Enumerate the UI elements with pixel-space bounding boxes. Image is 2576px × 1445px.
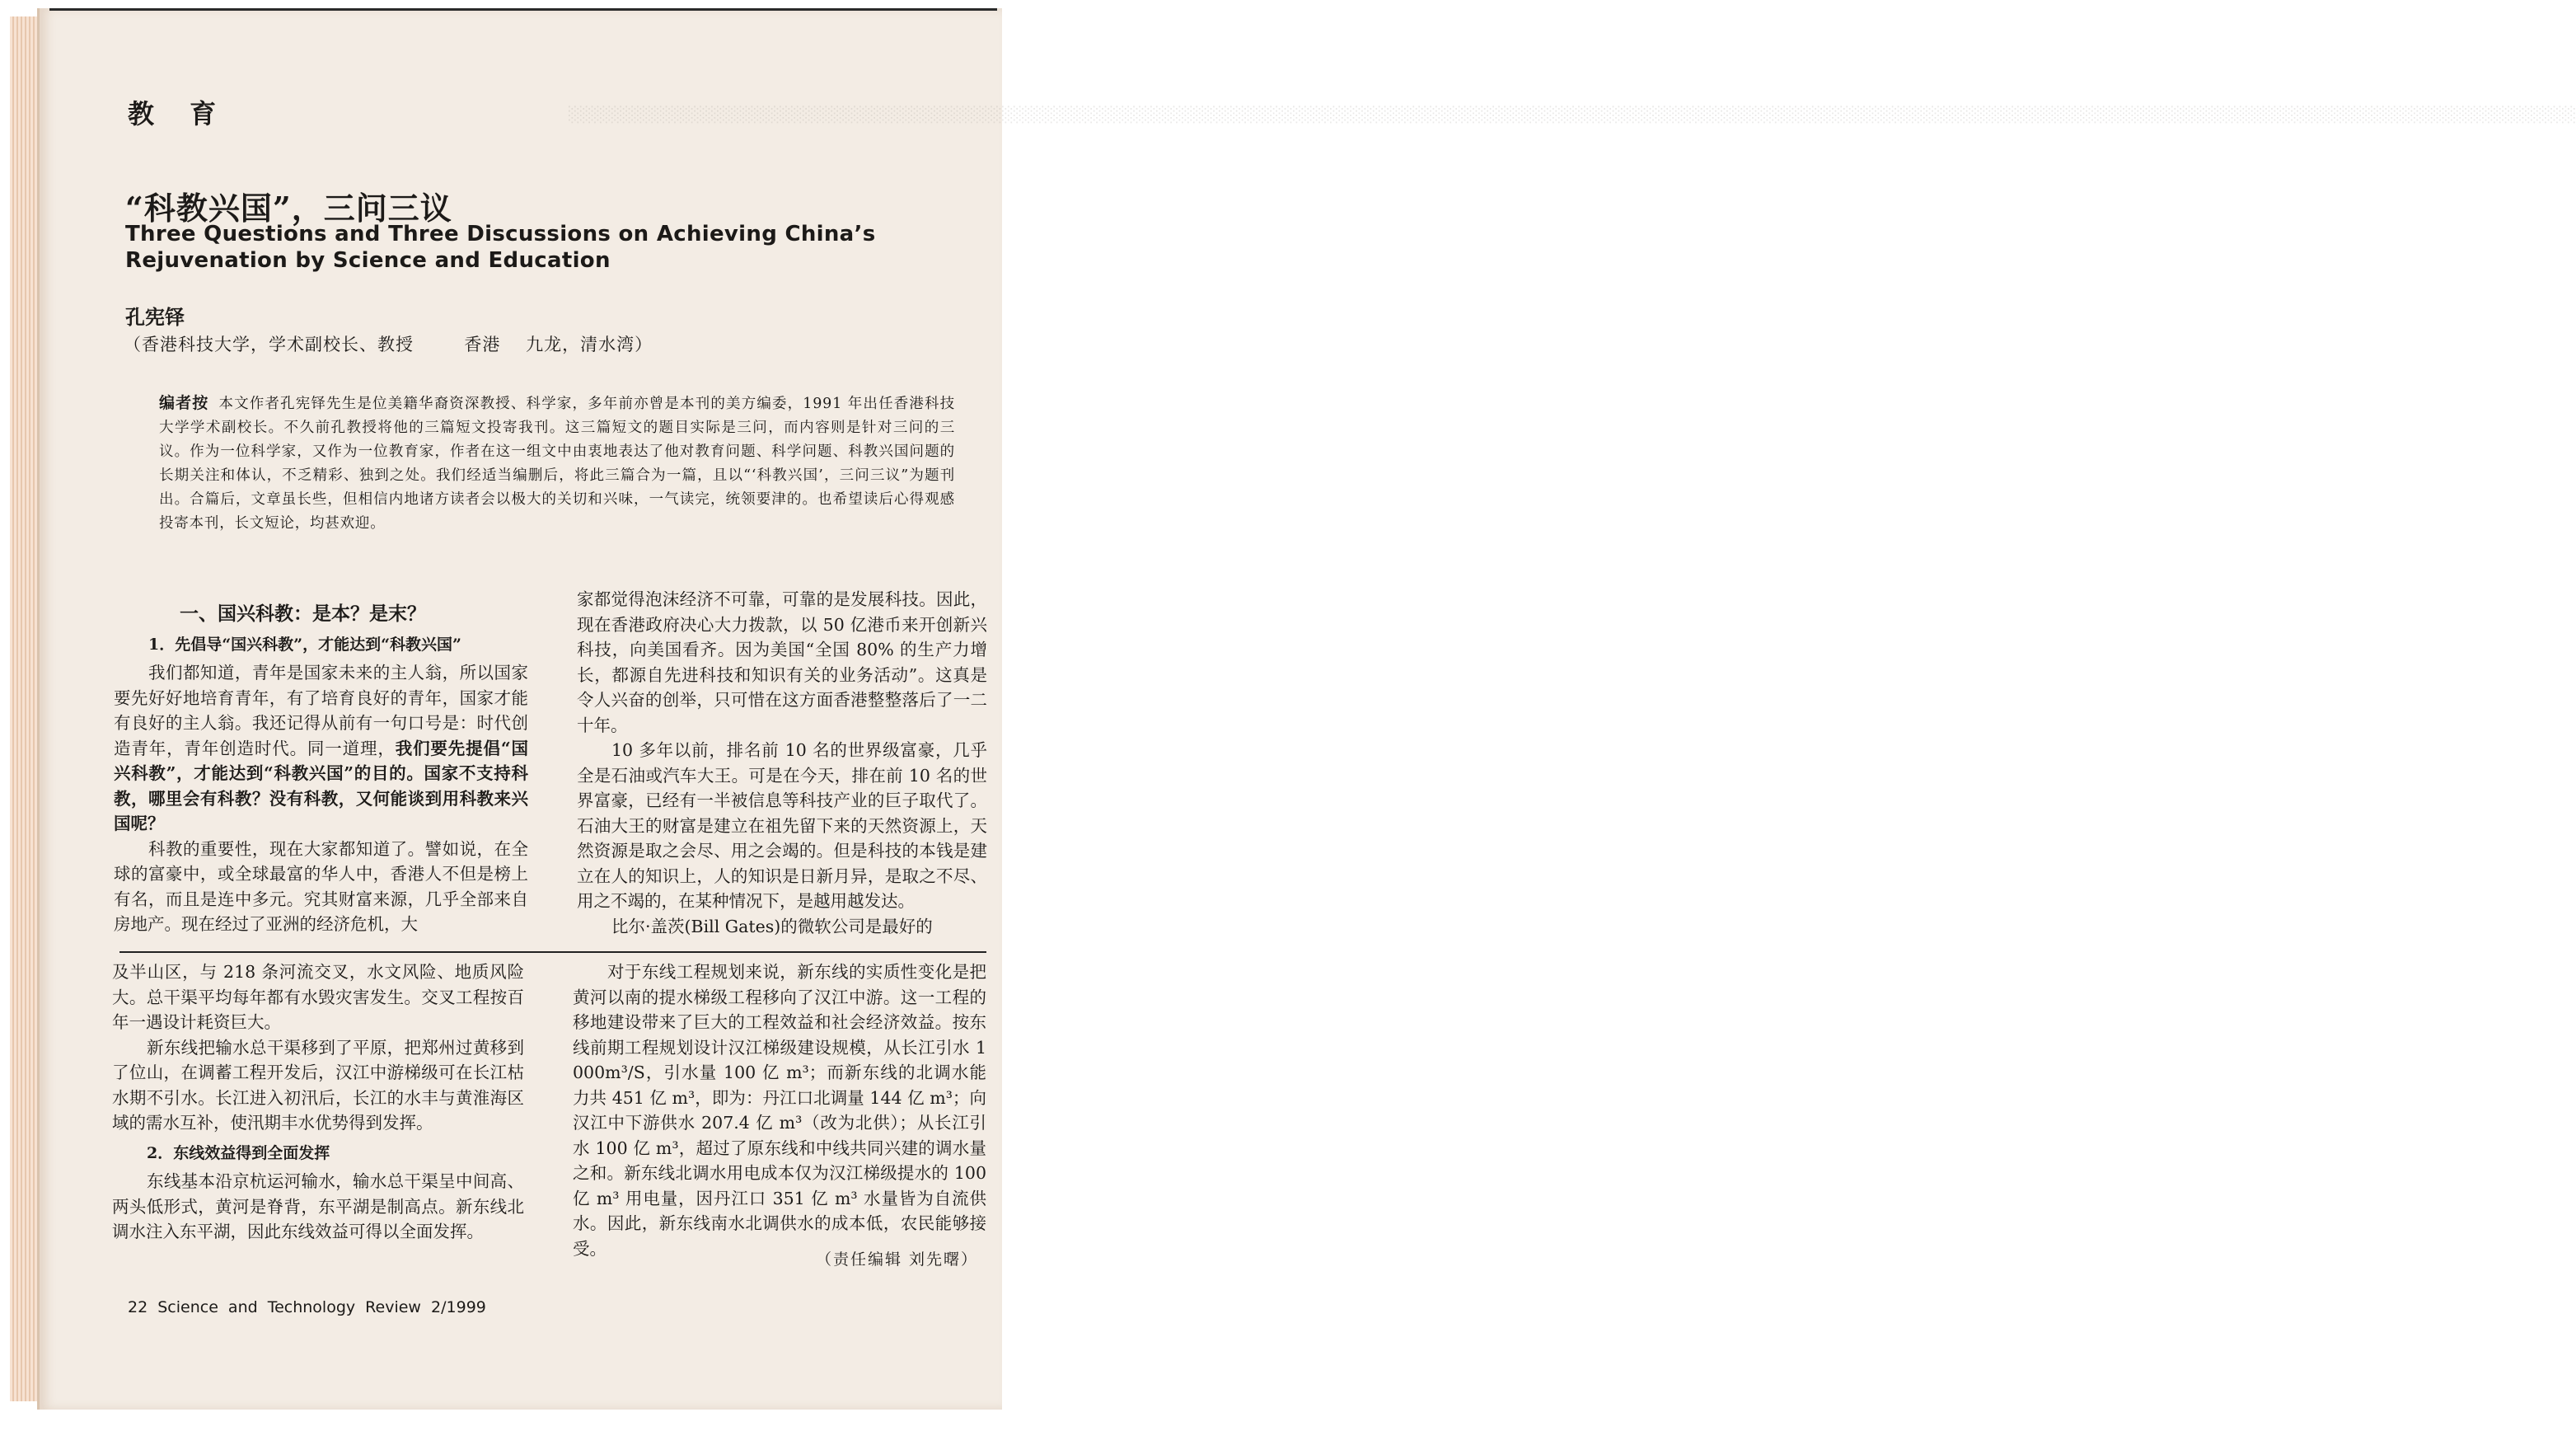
paragraph: 东线基本沿京杭运河输水，输水总干渠呈中间高、两头低形式，黄河是脊背，东平湖是制高点。新东线北调水注入东平湖，因此东线效益可得以全面发挥。 [112, 1171, 524, 1241]
paragraph: 新东线把输水总干渠移到了平原，把郑州过黄移到了位山，在调蓄工程开发后，汉江中游梯级可在长江枯水期不引水。长江进入初汛后，长江的水丰与黄淮海区域的需水互补，使汛期丰水优势得到发挥。 [112, 1037, 524, 1133]
article-title: “科教兴国”，三问三议 [125, 190, 452, 227]
responsible-editor: （责任编辑 刘先曙） [816, 1250, 979, 1269]
paragraph: 及半山区，与 218 条河流交叉，水文风险、地质风险大。总干渠平均每年都有水毁灾害发生。交叉工程按百年一遇设计耗资巨大。 [112, 962, 524, 1032]
paragraph: 10 多年以前，排名前 10 名的世界级富豪，几乎全是石油或汽车大王。可是在今天，排在前 10 名的世界富豪，已经有一半被信息等科技产业的巨子取代了。石油大王的财富是建立在祖先留下来的天然资源上，天然资源是取之会尽、用之会竭的。但是科技的本钱是建立在人的知识上，人的知识是日新月异，是取之不尽、用之不竭的，在某种情况下，是越用越发达。 [577, 740, 987, 911]
article-divider [119, 951, 986, 953]
author-name: 孔宪铎 [125, 305, 185, 329]
issue-number: 2/1999 [431, 1298, 486, 1316]
english-title: Three Questions and Three Discussions on Achieving China’s Rejuvenation by Science and Education [125, 222, 876, 273]
left-column [114, 602, 528, 937]
section-heading: 一、国兴科教：是本？是末？ [180, 603, 426, 625]
right-column [577, 587, 987, 939]
show-through-text: ░░░░░░░░░░░░░░░░░░░░░░░░░░░░░░░░░░░░░░░░░░░░░░░░░░░░░░░░░░░░░░░░░░░░░░░░░░░░░░░░░░░░░░░░░░░░░░░░░░░░░░░░░░░░░░░░░░░░░░░░░░░░░░░░░░░░░░░░░░░░░░░░░░░░░░░░░░░░░░░░░░░░░░░░░░░░░░░░ [569, 106, 2576, 124]
paragraph: 家都觉得泡沫经济不可靠，可靠的是发展科技。因此，现在香港政府决心大力拨款，以 50 亿港币来开创新兴科技，向美国看齐。因为美国“全国 80% 的生产力增长，都源自先进科技和知识有关的业务活动”。这真是令人兴奋的创举，只可惜在这方面香港整整落后了一二十年。 [577, 589, 987, 735]
paragraph-text: 我们都知道，青年是国家未来的主人翁，所以国家要先好好地培育青年，有了培育良好的青年，国家才能有良好的主人翁。我还记得从前有一句口号是：时代创造青年，青年创造时代。同一道理， [114, 663, 528, 758]
paragraph: 科教的重要性，现在大家都知道了。譬如说，在全球的富豪中，或全球最富的华人中，香港人不但是榜上有名，而且是连中多元。究其财富来源，几乎全部来自房地产。现在经过了亚洲的经济危机，大 [114, 838, 528, 934]
journal-name: Science and Technology Review [157, 1298, 421, 1316]
subheading-1: 1．先倡导“国兴科教”，才能达到“科教兴国” [148, 635, 461, 654]
page-footer [128, 1298, 486, 1316]
paragraph [114, 660, 528, 837]
lower-left-column [112, 959, 524, 1245]
section-label: 教 育 [128, 98, 230, 129]
paragraph: 对于东线工程规划来说，新东线的实质性变化是把黄河以南的提水梯级工程移向了汉江中游。这一工程的移地建设带来了巨大的工程效益和社会经济效益。按东线前期工程规划设计汉江梯级建设规模，从长江引水 1 000m³/S，引水量 100 亿 m³；而新东线的北调水能力共 451 亿 m³，即为：丹江口北调量 144 亿 m³；向汉江中下游供水 207.4 亿 m³（改为北供）；从长江引水 100 亿 m³，超过了原东线和中线共同兴建的调水量之和。新东线北调水用电成本仅为汉江梯级提水的 100 亿 m³ 用电量，因丹江口 351 亿 m³ 水量皆为自流供水。因此，新东线南水北调供水的成本低，农民能够接受。 [573, 962, 986, 1259]
editor-note [159, 392, 955, 536]
editor-note-label: 编者按 [159, 394, 209, 412]
subheading-2: 2．东线效益得到全面发挥 [147, 1143, 330, 1162]
page-number: 22 [128, 1298, 148, 1316]
author-affiliation: （香港科技大学，学术副校长、教授 香港 九龙，清水湾） [124, 335, 653, 354]
lower-right-column [573, 959, 986, 1261]
page-edge [10, 16, 38, 1401]
editor-note-text: 本文作者孔宪铎先生是位美籍华裔资深教授、科学家，多年前亦曾是本刊的美方编委，1991 年出任香港科技大学学术副校长。不久前孔教授将他的三篇短文投寄我刊。这三篇短文的题目实际是三问，而内容则是针对三问的三议。作为一位科学家，又作为一位教育家，作者在这一组文中由衷地表达了他对教育问题、科学问题、科教兴国问题的长期关注和体认，不乏精彩、独到之处。我们经适当编删后，将此三篇合为一篇，且以“‘科教兴国’，三问三议”为题刊出。合篇后，文章虽长些，但相信内地诸方读者会以极大的关切和兴味，一气读完，统领要津的。也希望读后心得观感投寄本刊，长文短论，均甚欢迎。 [159, 396, 955, 532]
paragraph: 比尔·盖茨(Bill Gates)的微软公司是最好的 [611, 916, 933, 936]
paragraph-bold-text: 我们要先提倡“国兴科教”，才能达到“科教兴国”的目的。国家不支持科教，哪里会有科教？没有科教，又何能谈到用科教来兴国呢？ [114, 738, 529, 833]
top-rule [49, 8, 997, 11]
